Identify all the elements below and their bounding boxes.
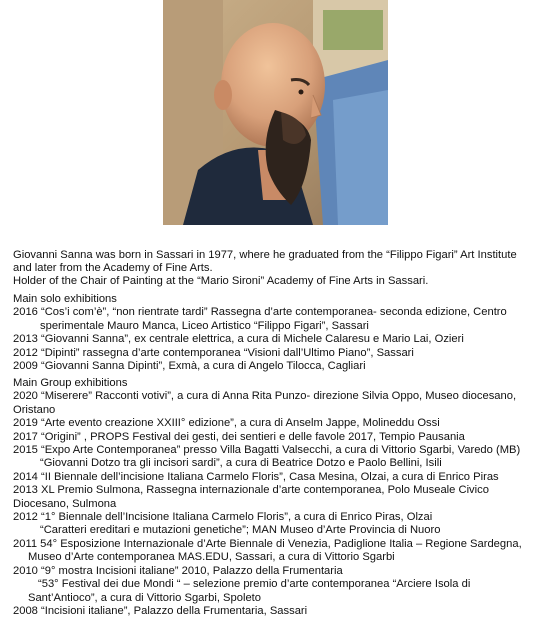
- artist-portrait-photo: [163, 0, 388, 225]
- exhibition-line: 2017 “Origini” , PROPS Festival dei gesti, dei sentieri e delle favole 2017, Tempio Pausania: [13, 430, 465, 443]
- exhibition-line: 2012 “1° Biennale dell’Incisione Italiana Carmelo Floris”, a cura di Enrico Piras, Olzai: [13, 511, 433, 524]
- exhibition-line: 2013 XL Premio Sulmona, Rassegna internazionale d’arte contemporanea, Polo Museale Civico: [13, 484, 489, 497]
- exhibition-line: 2019 “Arte evento creazione XXIII° edizione”, a cura di Anselm Jappe, Molineddu Ossi: [13, 417, 440, 430]
- bio-line: Giovanni Sanna was born in Sassari in 1977, where he graduated from the “Filippo Figari” Art Institute: [13, 249, 517, 261]
- exhibition-line: 2013 “Giovanni Sanna”, ex centrale elettrica, a cura di Michele Calaresu e Mario Lai, Ozieri: [13, 333, 464, 346]
- solo-exhibitions-section: [13, 293, 543, 373]
- exhibition-line: 2020 “Miserere” Racconti votivi”, a cura di Anna Rita Punzo- direzione Silvia Oppo, Museo diocesano,: [13, 390, 517, 403]
- group-heading: Main Group exhibitions: [13, 377, 128, 389]
- exhibition-line: Diocesano, Sulmona: [13, 497, 117, 510]
- exhibition-line: “Giovanni Dotzo tra gli incisori sardi”, a cura di Beatrice Dotzo e Paolo Bellini, Isili: [40, 457, 442, 470]
- exhibition-line: Sant’Antioco”, a cura di Vittorio Sgarbi, Spoleto: [28, 591, 261, 604]
- exhibition-line: 2012 “Dipinti” rassegna d’arte contemporanea “Visioni dall’Ultimo Piano”, Sassari: [13, 346, 414, 359]
- exhibition-line: 2014 “II Biennale dell’incisione Italiana Carmelo Floris”, Casa Mesina, Olzai, a cura di Enrico Piras: [13, 470, 499, 483]
- solo-heading: Main solo exhibitions: [13, 293, 117, 305]
- exhibition-line: Oristano: [13, 403, 56, 416]
- group-exhibitions-section: [13, 377, 543, 618]
- exhibition-line: “Caratteri ereditari e mutazioni genetiche”; MAN Museo d’Arte Provincia di Nuoro: [40, 524, 441, 537]
- bio-line: and later from the Academy of Fine Arts.: [13, 261, 213, 274]
- biography: [13, 249, 543, 287]
- exhibition-line: 2016 “Cos’i com’è”, “non rientrate tardi” Rassegna d’arte contemporanea- seconda edizione, Centro: [13, 306, 507, 319]
- exhibition-line: 2011 54° Esposizione Internazionale d’Arte Biennale di Venezia, Padiglione Italia – Regione Sardegna,: [13, 537, 522, 550]
- exhibition-line: 2015 “Expo Arte Contemporanea” presso Villa Bagatti Valsecchi, a cura di Vittorio Sgarbi, Varedo (MB): [13, 444, 521, 457]
- exhibition-line: 2009 “Giovanni Sanna Dipinti”, Exmà, a cura di Angelo Tilocca, Cagliari: [13, 360, 366, 373]
- exhibition-line: Museo d’Arte contemporanea MAS.EDU, Sassari, a cura di Vittorio Sgarbi: [28, 551, 395, 564]
- exhibition-line: sperimentale Mauro Manca, Liceo Artistico “Filippo Figari”, Sassari: [40, 319, 369, 332]
- bio-line: Holder of the Chair of Painting at the “Mario Sironi” Academy of Fine Arts in Sassari.: [13, 274, 429, 287]
- exhibition-line: 2008 “Incisioni italiane”, Palazzo della Frumentaria, Sassari: [13, 604, 308, 617]
- exhibition-line: “53° Festival dei due Mondi “ – selezione premio d’arte contemporanea “Arciere Isola di: [38, 578, 471, 591]
- exhibition-line: 2010 “9° mostra Incisioni italiane” 2010, Palazzo della Frumentaria: [13, 564, 343, 577]
